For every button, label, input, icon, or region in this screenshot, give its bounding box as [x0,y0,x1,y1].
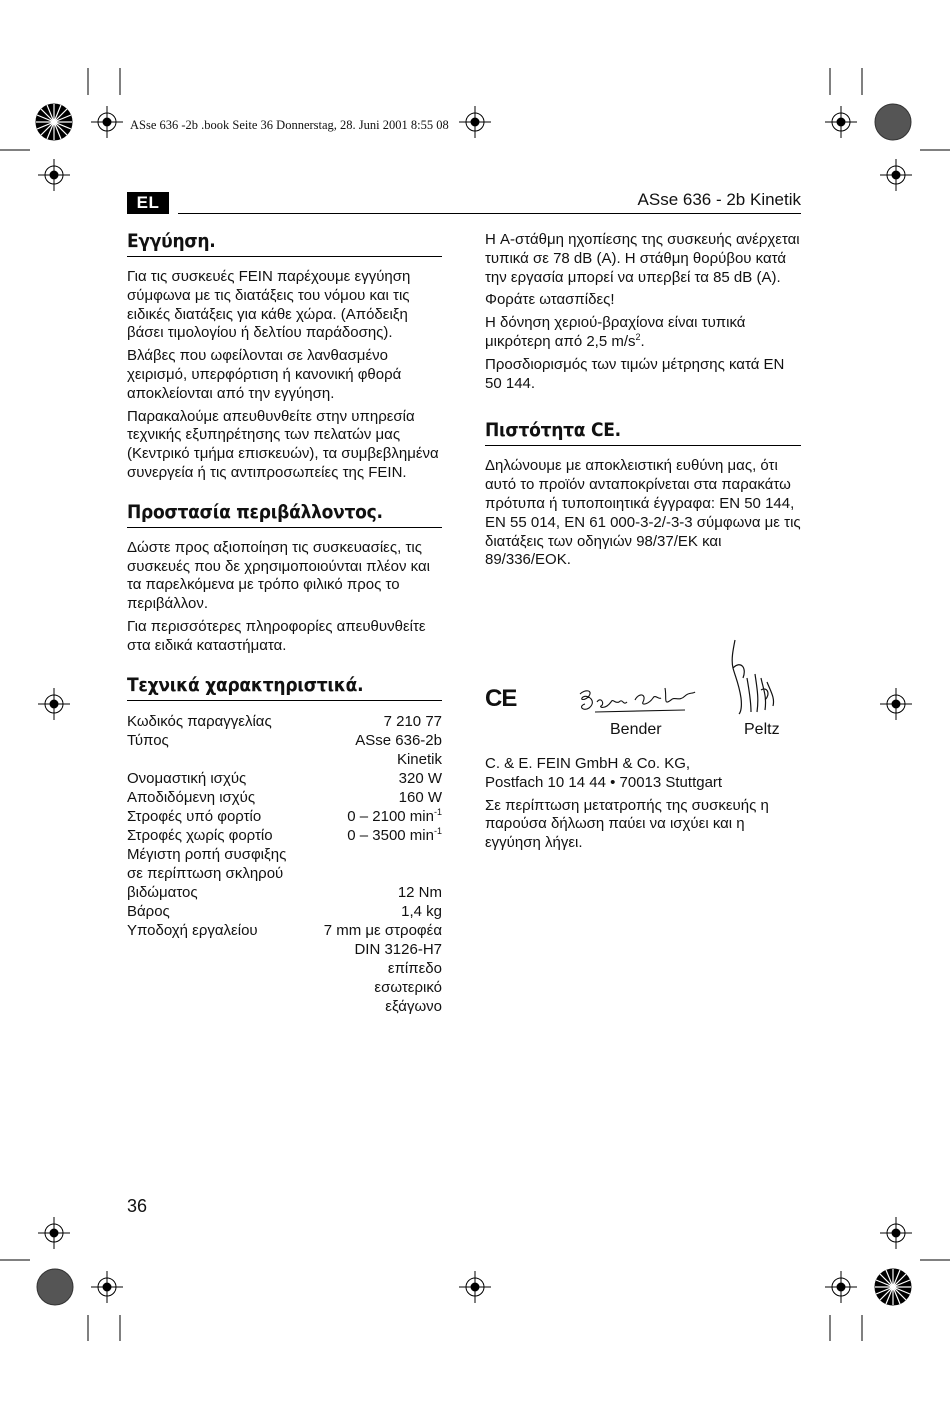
company-name: C. & E. FEIN GmbH & Co. KG, [485,755,691,772]
spec-row [127,921,442,1016]
section-rule [127,527,442,528]
spec-label: Ονομαστική ισχύς [127,769,247,787]
specs-heading: Τεχνικά χαρακτηριστικά. [127,673,364,696]
spec-row [127,769,442,788]
page-number: 36 [127,1196,148,1216]
spec-value: ASse 636-2b Kinetik [355,731,442,768]
ce-mark: CE [485,685,517,712]
spec-row [127,731,442,769]
ce-paragraph: Δηλώνουμε με αποκλειστική ευθύνη μας, ότι αυτό το προϊόν ανταποκρίνεται στα παρακάτω πρότυπα ή τυποποιητικά έγγραφα: EN 50 144, EN 55 014, EN 61 000-3-2/-3-3 σύμφωνα με τις διατάξεις των οδηγιών 98/37/EK και 89/336/EOK. [485,457,801,569]
spec-label: Στροφές υπό φορτίο [127,807,262,825]
specs-table [127,712,442,1016]
spec-value: 1,4 kg [401,902,442,920]
warranty-section [127,230,442,483]
vibration-superscript: 2 [635,331,641,342]
spec-label: Στροφές χωρίς φορτίο [127,826,273,844]
spec-label: Κωδικός παραγγελίας [127,712,272,730]
spec-value: 7 210 77 [383,712,442,730]
sunburst-mark-top-left-icon [36,104,72,140]
environment-heading: Προστασία περιβάλλοντος. [127,500,383,523]
spec-value-superscript: -1 [433,825,442,836]
signatory-peltz: Peltz [744,721,780,738]
section-rule [127,256,442,257]
spec-value: 160 W [398,788,442,806]
spec-label: Τύπος [127,731,169,749]
spec-value: 12 Nm [397,883,442,901]
signatory-bender: Bender [610,721,662,738]
header-rule [178,213,801,214]
noise-section [485,231,801,393]
signature-bender-icon [575,684,700,718]
spec-value-superscript: -1 [433,806,442,817]
language-badge: EL [127,192,169,214]
warranty-paragraph: Βλάβες που ωφείλονται σε λανθασμένο χειρισμό, υπερφόρτιση ή κανονική φθορά αποκλείονται από την εγγύηση. [127,347,402,402]
vibration-paragraph [485,314,801,352]
spec-row [127,807,442,826]
spec-value-text: 0 – 2100 min [347,807,434,825]
signature-peltz-icon [727,638,783,716]
spec-value: 320 W [398,769,442,787]
warranty-paragraph: Παρακαλούμε απευθυνθείτε στην υπηρεσία τεχνικής εξυπηρέτησης των πελατών μας (Κεντρικό τμήμα επισκευών), τα συμβεβλημένα συνεργεία ή τις αντιπροσωπείες της FEIN. [127,407,439,481]
right-column [485,231,801,570]
spec-label: Αποδιδόμενη ισχύς [127,788,256,806]
vibration-end: . [640,332,645,350]
ce-heading: Πιστότητα CE. [485,419,621,442]
spec-row [127,788,442,807]
spec-row [127,845,442,902]
spec-row [127,826,442,845]
left-column [127,230,442,1016]
model-title: ASse 636 - 2b Kinetik [637,190,801,209]
gray-disk-mark-top-right-icon [875,104,911,140]
spec-row [127,712,442,731]
spec-value-text: 0 – 3500 min [347,826,434,844]
validity-paragraph: Σε περίπτωση μετατροπής της συσκευής η παρούσα δήλωση παύει να ισχύει και η εγγύηση λήγει. [485,796,769,852]
environment-section [127,501,442,656]
spec-value: 7 mm με στροφέα DIN 3126-H7 επίπεδο εσωτερικό εξάγωνο [323,921,442,1015]
measurement-paragraph: Προσδιορισμός των τιμών μέτρησης κατά EN 50 144. [485,355,785,392]
warranty-paragraph: Για τις συσκευές FEIN παρέχουμε εγγύηση σύμφωνα με τις διατάξεις του νόμου και τις ειδικές διατάξεις για κάθε χώρα. (Απόδειξη βάσει τιμολογίου ή δελτίου παράδοσης). [127,268,411,342]
ce-section [485,419,801,570]
noise-paragraph: Φοράτε ωτασπίδες! [485,291,615,309]
spec-value [347,826,442,845]
company-address: Postfach 10 14 44 • 70013 Stuttgart [485,773,723,791]
spec-value [347,807,442,826]
vibration-text: Η δόνηση χεριού-βραχίονα είναι τυπικά μικρότερη από 2,5 m/s [485,314,746,350]
environment-paragraph: Για περισσότερες πληροφορίες απευθυνθείτε στα ειδικά καταστήματα. [127,617,426,654]
environment-paragraph: Δώστε προς αξιοποίηση τις συσκευασίες, τις συσκευές που δε χρησιμοποιούνται πλέον και τα παρελκόμενα με τρόπο φιλικό προς το περιβάλλον. [127,538,430,613]
gray-disk-mark-bottom-left-icon [37,1269,73,1305]
spec-label: Βάρος [127,902,170,920]
sunburst-mark-bottom-right-icon [875,1269,911,1305]
section-rule [485,445,801,446]
section-rule [127,700,442,701]
specs-section [127,674,442,1016]
spec-label: Υποδοχή εργαλείου [127,921,258,939]
warranty-heading: Εγγύηση. [127,230,216,252]
spec-label: Μέγιστη ροπή συσφιξης σε περίπτωση σκληρού βιδώματος [127,845,287,901]
book-file-line: ASse 636 -2b .book Seite 36 Donnerstag, 28. Juni 2001 8:55 08 [130,118,449,132]
noise-paragraph: Η A-στάθμη ηχοπίεσης της συσκευής ανέρχεται τυπικά σε 78 dB (A). Η στάθμη θορύβου κατά την εργασία μπορεί να υπερβεί τα 85 dB (A). [485,231,800,286]
company-block [485,755,801,853]
spec-row [127,902,442,921]
